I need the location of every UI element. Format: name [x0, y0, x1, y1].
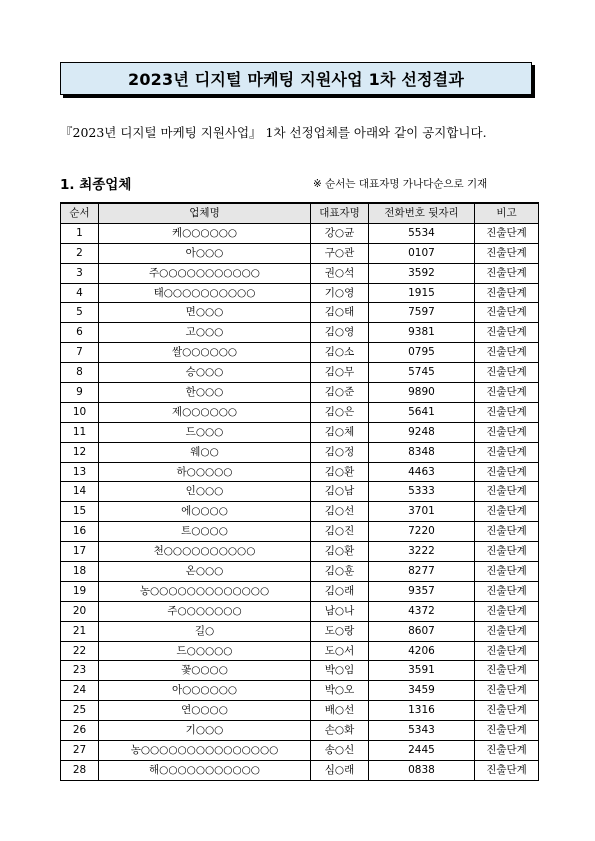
cell-representative: 심○래	[311, 760, 369, 780]
cell-company: 트○○○○	[99, 522, 311, 542]
cell-company: 한○○○	[99, 383, 311, 403]
table-row	[61, 383, 539, 403]
cell-phone-suffix: 3222	[369, 542, 475, 562]
cell-representative: 남○나	[311, 601, 369, 621]
cell-company: 드○○○	[99, 422, 311, 442]
table-row	[61, 243, 539, 263]
cell-remarks: 진출단계	[475, 522, 539, 542]
cell-remarks: 진출단계	[475, 482, 539, 502]
cell-order: 14	[61, 482, 99, 502]
cell-company: 농○○○○○○○○○○○○○	[99, 581, 311, 601]
cell-remarks: 진출단계	[475, 383, 539, 403]
cell-phone-suffix: 4372	[369, 601, 475, 621]
cell-company: 꽃○○○○	[99, 661, 311, 681]
cell-phone-suffix: 5745	[369, 363, 475, 383]
cell-remarks: 진출단계	[475, 621, 539, 641]
cell-order: 4	[61, 283, 99, 303]
cell-order: 23	[61, 661, 99, 681]
cell-order: 26	[61, 721, 99, 741]
table-row	[61, 402, 539, 422]
cell-phone-suffix: 5343	[369, 721, 475, 741]
cell-phone-suffix: 1915	[369, 283, 475, 303]
table-row	[61, 223, 539, 243]
header-company: 업체명	[99, 203, 311, 223]
table-row	[61, 263, 539, 283]
cell-remarks: 진출단계	[475, 343, 539, 363]
cell-remarks: 진출단계	[475, 402, 539, 422]
cell-remarks: 진출단계	[475, 442, 539, 462]
table-row	[61, 502, 539, 522]
table-row	[61, 542, 539, 562]
cell-representative: 도○랑	[311, 621, 369, 641]
table-row	[61, 721, 539, 741]
cell-order: 16	[61, 522, 99, 542]
table-row	[61, 522, 539, 542]
cell-phone-suffix: 4463	[369, 462, 475, 482]
cell-remarks: 진출단계	[475, 502, 539, 522]
cell-representative: 김○남	[311, 482, 369, 502]
cell-remarks: 진출단계	[475, 303, 539, 323]
cell-phone-suffix: 0838	[369, 760, 475, 780]
cell-remarks: 진출단계	[475, 263, 539, 283]
cell-remarks: 진출단계	[475, 223, 539, 243]
table-row	[61, 741, 539, 761]
table-header-row	[61, 203, 539, 223]
cell-company: 에○○○○	[99, 502, 311, 522]
cell-phone-suffix: 2445	[369, 741, 475, 761]
cell-order: 20	[61, 601, 99, 621]
cell-remarks: 진출단계	[475, 581, 539, 601]
cell-order: 8	[61, 363, 99, 383]
cell-order: 15	[61, 502, 99, 522]
cell-remarks: 진출단계	[475, 542, 539, 562]
cell-representative: 구○관	[311, 243, 369, 263]
cell-phone-suffix: 5641	[369, 402, 475, 422]
cell-remarks: 진출단계	[475, 323, 539, 343]
cell-phone-suffix: 1316	[369, 701, 475, 721]
cell-representative: 김○선	[311, 502, 369, 522]
table-row	[61, 681, 539, 701]
cell-order: 19	[61, 581, 99, 601]
cell-company: 농○○○○○○○○○○○○○○○	[99, 741, 311, 761]
cell-phone-suffix: 7597	[369, 303, 475, 323]
cell-representative: 권○석	[311, 263, 369, 283]
cell-order: 24	[61, 681, 99, 701]
cell-phone-suffix: 9381	[369, 323, 475, 343]
cell-company: 쌀○○○○○○	[99, 343, 311, 363]
cell-representative: 김○환	[311, 542, 369, 562]
cell-company: 온○○○	[99, 562, 311, 582]
cell-representative: 김○래	[311, 581, 369, 601]
cell-order: 27	[61, 741, 99, 761]
cell-phone-suffix: 3592	[369, 263, 475, 283]
cell-phone-suffix: 8348	[369, 442, 475, 462]
cell-company: 드○○○○○	[99, 641, 311, 661]
cell-company: 해○○○○○○○○○○○	[99, 760, 311, 780]
cell-representative: 박○임	[311, 661, 369, 681]
table-row	[61, 562, 539, 582]
cell-order: 25	[61, 701, 99, 721]
table-row	[61, 661, 539, 681]
cell-order: 17	[61, 542, 99, 562]
cell-representative: 송○신	[311, 741, 369, 761]
cell-phone-suffix: 7220	[369, 522, 475, 542]
table-row	[61, 601, 539, 621]
page-title: 2023년 디지털 마케팅 지원사업 1차 선정결과	[60, 62, 532, 95]
cell-order: 2	[61, 243, 99, 263]
cell-remarks: 진출단계	[475, 701, 539, 721]
cell-phone-suffix: 0795	[369, 343, 475, 363]
cell-phone-suffix: 3701	[369, 502, 475, 522]
cell-company: 웨○○	[99, 442, 311, 462]
table-row	[61, 422, 539, 442]
cell-company: 주○○○○○○○	[99, 601, 311, 621]
cell-order: 9	[61, 383, 99, 403]
table-row	[61, 363, 539, 383]
cell-representative: 김○체	[311, 422, 369, 442]
table-row	[61, 621, 539, 641]
table-row	[61, 323, 539, 343]
header-phone-suffix: 전화번호 뒷자리	[369, 203, 475, 223]
cell-phone-suffix: 8277	[369, 562, 475, 582]
cell-phone-suffix: 9890	[369, 383, 475, 403]
header-representative: 대표자명	[311, 203, 369, 223]
cell-order: 6	[61, 323, 99, 343]
cell-remarks: 진출단계	[475, 681, 539, 701]
cell-company: 케○○○○○○	[99, 223, 311, 243]
cell-phone-suffix: 9248	[369, 422, 475, 442]
cell-phone-suffix: 4206	[369, 641, 475, 661]
cell-remarks: 진출단계	[475, 363, 539, 383]
cell-remarks: 진출단계	[475, 741, 539, 761]
cell-phone-suffix: 5534	[369, 223, 475, 243]
sort-note: ※ 순서는 대표자명 가나다순으로 기재	[313, 178, 488, 190]
cell-order: 21	[61, 621, 99, 641]
cell-company: 인○○○	[99, 482, 311, 502]
cell-order: 5	[61, 303, 99, 323]
cell-order: 7	[61, 343, 99, 363]
section-heading: 1. 최종업체	[60, 177, 132, 193]
cell-representative: 손○화	[311, 721, 369, 741]
cell-phone-suffix: 5333	[369, 482, 475, 502]
cell-representative: 강○균	[311, 223, 369, 243]
table-row	[61, 760, 539, 780]
cell-representative: 김○소	[311, 343, 369, 363]
cell-remarks: 진출단계	[475, 283, 539, 303]
cell-representative: 김○영	[311, 323, 369, 343]
cell-remarks: 진출단계	[475, 462, 539, 482]
cell-company: 연○○○○	[99, 701, 311, 721]
cell-company: 아○○○○○○	[99, 681, 311, 701]
table-row	[61, 283, 539, 303]
cell-company: 태○○○○○○○○○○	[99, 283, 311, 303]
cell-company: 제○○○○○○	[99, 402, 311, 422]
cell-remarks: 진출단계	[475, 641, 539, 661]
intro-text: 『2023년 디지털 마케팅 지원사업』 1차 선정업체를 아래와 같이 공지합니다.	[60, 125, 487, 140]
cell-representative: 김○훈	[311, 562, 369, 582]
table-row	[61, 303, 539, 323]
cell-phone-suffix: 3459	[369, 681, 475, 701]
cell-company: 면○○○	[99, 303, 311, 323]
cell-order: 10	[61, 402, 99, 422]
cell-remarks: 진출단계	[475, 601, 539, 621]
cell-remarks: 진출단계	[475, 422, 539, 442]
cell-company: 고○○○	[99, 323, 311, 343]
cell-representative: 박○오	[311, 681, 369, 701]
cell-order: 13	[61, 462, 99, 482]
table-row	[61, 482, 539, 502]
title-banner	[60, 62, 532, 95]
cell-company: 길○	[99, 621, 311, 641]
header-remarks: 비고	[475, 203, 539, 223]
cell-order: 28	[61, 760, 99, 780]
cell-order: 3	[61, 263, 99, 283]
cell-company: 아○○○	[99, 243, 311, 263]
cell-phone-suffix: 9357	[369, 581, 475, 601]
cell-representative: 김○환	[311, 462, 369, 482]
cell-phone-suffix: 3591	[369, 661, 475, 681]
cell-remarks: 진출단계	[475, 562, 539, 582]
table-row	[61, 442, 539, 462]
cell-order: 18	[61, 562, 99, 582]
table-row	[61, 343, 539, 363]
cell-representative: 기○영	[311, 283, 369, 303]
table-row	[61, 701, 539, 721]
cell-company: 기○○○	[99, 721, 311, 741]
cell-company: 천○○○○○○○○○○	[99, 542, 311, 562]
cell-order: 1	[61, 223, 99, 243]
cell-company: 승○○○	[99, 363, 311, 383]
cell-order: 12	[61, 442, 99, 462]
cell-representative: 김○진	[311, 522, 369, 542]
cell-remarks: 진출단계	[475, 243, 539, 263]
table-row	[61, 462, 539, 482]
cell-company: 주○○○○○○○○○○○	[99, 263, 311, 283]
cell-phone-suffix: 0107	[369, 243, 475, 263]
cell-representative: 김○무	[311, 363, 369, 383]
cell-representative: 김○준	[311, 383, 369, 403]
cell-representative: 도○서	[311, 641, 369, 661]
cell-representative: 배○선	[311, 701, 369, 721]
cell-remarks: 진출단계	[475, 721, 539, 741]
header-order: 순서	[61, 203, 99, 223]
cell-remarks: 진출단계	[475, 661, 539, 681]
cell-phone-suffix: 8607	[369, 621, 475, 641]
results-table	[60, 202, 539, 781]
cell-order: 22	[61, 641, 99, 661]
cell-representative: 김○태	[311, 303, 369, 323]
table-row	[61, 581, 539, 601]
cell-representative: 김○은	[311, 402, 369, 422]
cell-order: 11	[61, 422, 99, 442]
cell-company: 하○○○○○	[99, 462, 311, 482]
table-row	[61, 641, 539, 661]
cell-remarks: 진출단계	[475, 760, 539, 780]
cell-representative: 김○정	[311, 442, 369, 462]
